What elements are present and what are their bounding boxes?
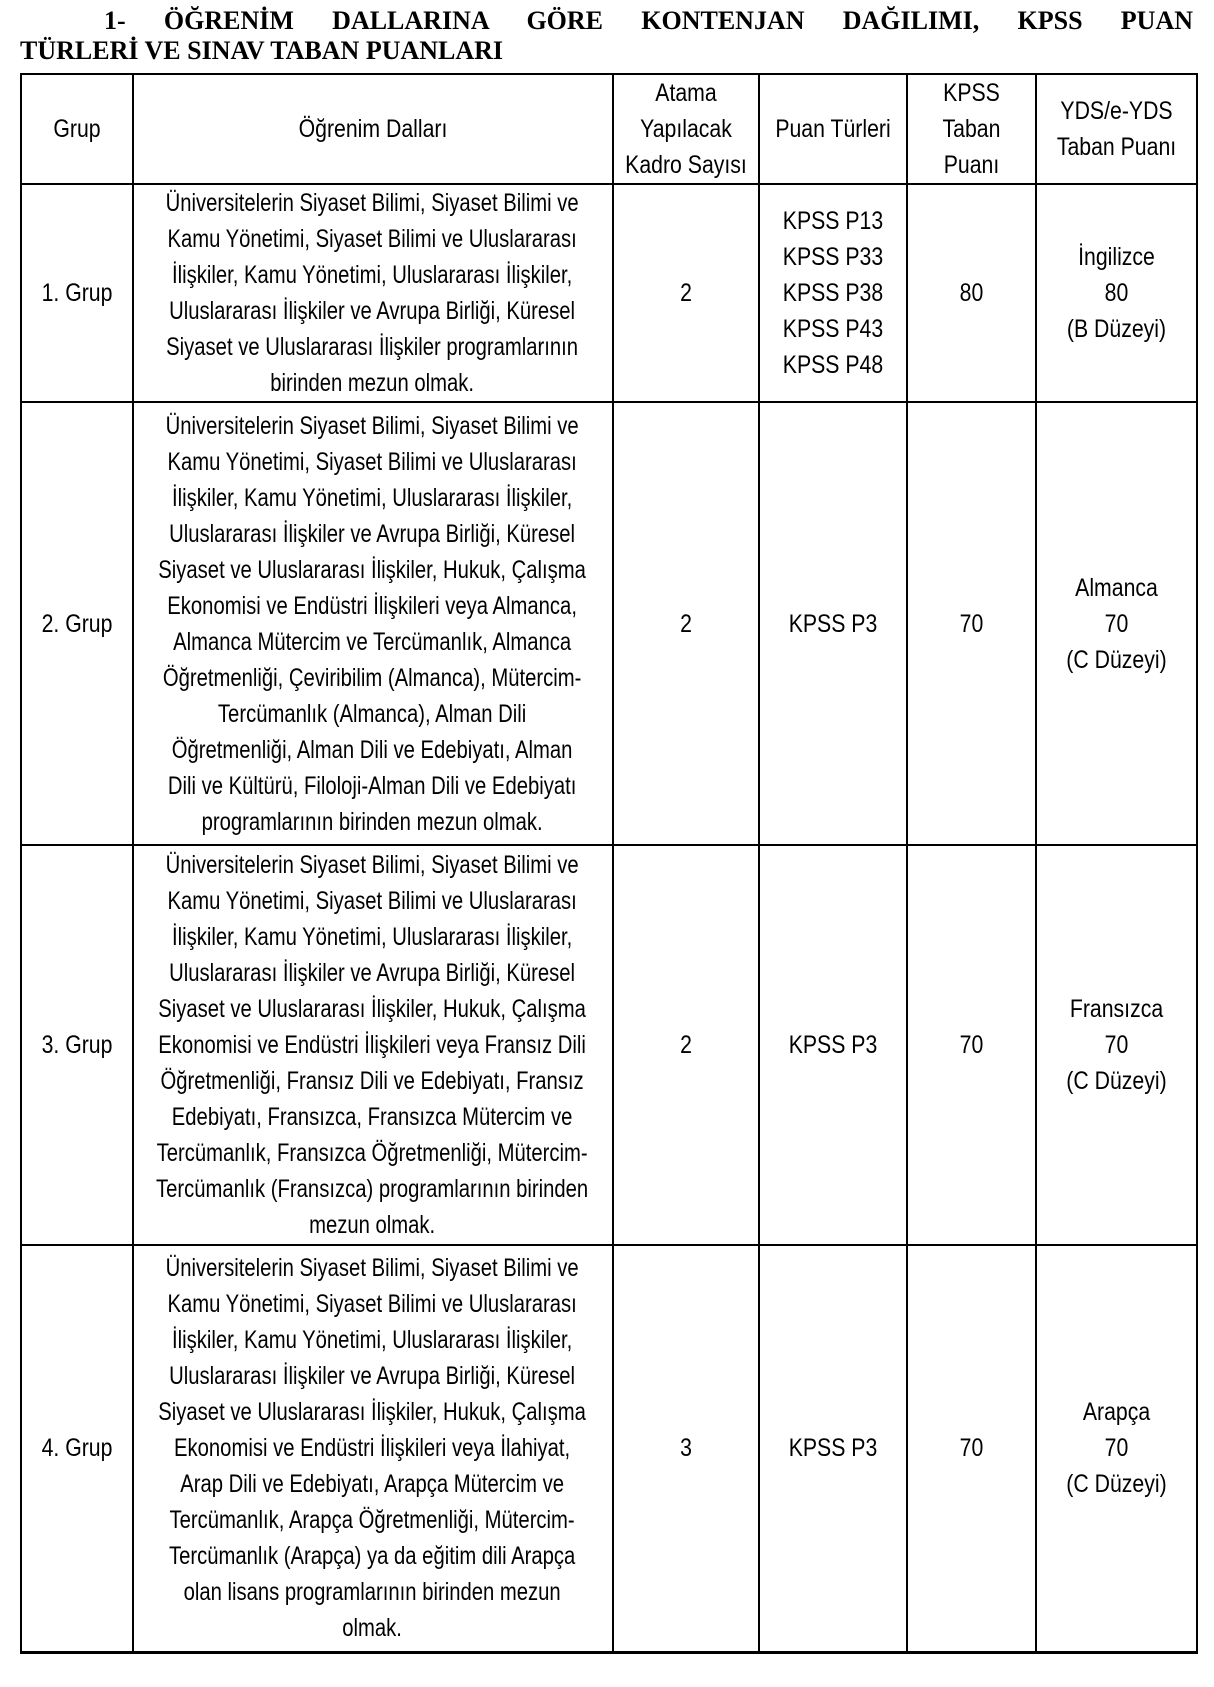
ogrenim-text-line: İlişkiler, Kamu Yönetimi, Uluslararası İlişkiler,	[171, 923, 573, 951]
title-line-1: 1- ÖĞRENİM DALLARINA GÖRE KONTENJAN DAĞILIMI, KPSS PUAN	[104, 6, 1193, 35]
ogrenim-text-line: İlişkiler, Kamu Yönetimi, Uluslararası İlişkiler,	[171, 483, 573, 512]
header-label-line: Taban	[942, 115, 1001, 143]
header-label-line: Kadro Sayısı	[625, 151, 747, 179]
ogrenim-text-line: Kamu Yönetimi, Siyaset Bilimi ve Uluslararası	[167, 887, 577, 915]
ogrenim-text-line: Ekonomisi ve Endüstri İlişkileri veya İlahiyat,	[174, 1434, 571, 1463]
kadro-sayisi-cell	[613, 1245, 759, 1652]
header-label-line: KPSS	[943, 79, 1000, 107]
yds-line: İngilizce	[1078, 243, 1155, 271]
ogrenim-cell	[133, 845, 613, 1245]
ogrenim-text-line: mezun olmak.	[309, 1211, 436, 1239]
ogrenim-text-line: Öğretmenliği, Fransız Dili ve Edebiyatı, Fransız	[160, 1067, 584, 1095]
yds-taban-cell	[1036, 1245, 1197, 1652]
kadro-sayisi-cell	[613, 184, 759, 402]
ogrenim-text-line: Tercümanlık, Fransızca Öğretmenliği, Mütercim-	[156, 1139, 588, 1167]
yds-line: (C Düzeyi)	[1066, 1067, 1167, 1095]
grup-cell	[21, 402, 133, 845]
header-cell-puan-turleri	[759, 74, 907, 184]
yds-line: Fransızca	[1069, 995, 1164, 1023]
ogrenim-text-line: olmak.	[342, 1614, 402, 1643]
ogrenim-text-line: Tercümanlık, Arapça Öğretmenliği, Mütercim-	[169, 1506, 575, 1535]
ogrenim-cell	[133, 1245, 613, 1652]
yds-line: 70	[1104, 1031, 1129, 1059]
puan-turu-line: KPSS P43	[782, 315, 884, 343]
ogrenim-text-line: Siyaset ve Uluslararası İlişkiler programlarının	[166, 333, 579, 361]
puan-turu-line: KPSS P13	[782, 207, 884, 235]
ogrenim-text-line: Tercümanlık (Almanca), Alman Dili	[217, 699, 527, 728]
kpss-taban-value: 70	[959, 1434, 984, 1463]
ogrenim-text-line: Almanca Mütercim ve Tercümanlık, Almanca	[173, 627, 572, 656]
header-label-line: Atama	[655, 79, 717, 107]
ogrenim-text-line: Uluslararası İlişkiler ve Avrupa Birliği, Küresel	[169, 1362, 576, 1391]
table-row-grup-2	[21, 402, 1197, 845]
ogrenim-text-line: Üniversitelerin Siyaset Bilimi, Siyaset Bilimi ve	[165, 851, 579, 879]
ogrenim-text-line: Siyaset ve Uluslararası İlişkiler, Hukuk, Çalışma	[158, 555, 586, 584]
yds-taban-cell	[1036, 402, 1197, 845]
puan-turu-line: KPSS P38	[782, 279, 884, 307]
header-cell-kadro-sayisi	[613, 74, 759, 184]
ogrenim-text-line: Edebiyatı, Fransızca, Fransızca Mütercim ve	[171, 1103, 573, 1131]
grup-cell	[21, 184, 133, 402]
yds-line: 80	[1104, 279, 1129, 307]
puan-turleri-cell	[759, 845, 907, 1245]
kpss-taban-cell	[907, 402, 1036, 845]
table-row-grup-4	[21, 1245, 1197, 1652]
ogrenim-text-line: Öğretmenliği, Çeviribilim (Almanca), Mütercim-	[162, 663, 582, 692]
ogrenim-text-line: Uluslararası İlişkiler ve Avrupa Birliği, Küresel	[169, 519, 576, 548]
document-title	[20, 6, 1193, 66]
ogrenim-text-line: Üniversitelerin Siyaset Bilimi, Siyaset Bilimi ve	[165, 411, 579, 440]
grup-label: 3. Grup	[41, 1031, 113, 1059]
ogrenim-text-line: Tercümanlık (Fransızca) programlarının birinden	[156, 1175, 589, 1203]
kontenjan-table	[20, 73, 1198, 1654]
ogrenim-cell	[133, 184, 613, 402]
table-row-grup-1	[21, 184, 1197, 402]
kpss-taban-cell	[907, 845, 1036, 1245]
yds-taban-cell	[1036, 845, 1197, 1245]
ogrenim-text-line: birinden mezun olmak.	[270, 369, 474, 397]
ogrenim-text-line: Uluslararası İlişkiler ve Avrupa Birliği, Küresel	[169, 959, 576, 987]
ogrenim-text-line: Ekonomisi ve Endüstri İlişkileri veya Fransız Dili	[158, 1031, 586, 1059]
yds-line: 70	[1104, 609, 1129, 638]
header-cell-grup	[21, 74, 133, 184]
kpss-taban-cell	[907, 184, 1036, 402]
kadro-sayisi-cell	[613, 402, 759, 845]
kadro-sayisi-value: 2	[680, 609, 692, 638]
grup-cell	[21, 1245, 133, 1652]
ogrenim-text-line: Öğretmenliği, Alman Dili ve Edebiyatı, Alman	[171, 735, 573, 764]
title-line-2: TÜRLERİ VE SINAV TABAN PUANLARI	[20, 36, 504, 65]
puan-turu-line: KPSS P3	[788, 1434, 878, 1463]
puan-turleri-cell	[759, 1245, 907, 1652]
ogrenim-text	[134, 408, 610, 840]
header-label-line: Taban Puanı	[1056, 133, 1177, 161]
ogrenim-text-line: Kamu Yönetimi, Siyaset Bilimi ve Uluslararası	[167, 1290, 577, 1319]
header-label-line: YDS/e-YDS	[1060, 97, 1173, 125]
ogrenim-text-line: İlişkiler, Kamu Yönetimi, Uluslararası İlişkiler,	[171, 1326, 573, 1355]
table-row-grup-3	[21, 845, 1197, 1245]
ogrenim-text	[134, 1250, 610, 1646]
ogrenim-cell	[133, 402, 613, 845]
yds-line: (C Düzeyi)	[1066, 645, 1167, 674]
grup-cell	[21, 845, 133, 1245]
grup-label: 4. Grup	[41, 1434, 113, 1463]
ogrenim-text-line: Kamu Yönetimi, Siyaset Bilimi ve Uluslararası	[167, 447, 577, 476]
header-label: Öğrenim Dalları	[298, 115, 448, 143]
puan-turu-line: KPSS P3	[788, 609, 878, 638]
ogrenim-text	[134, 185, 610, 401]
kadro-sayisi-value: 2	[680, 1031, 692, 1059]
ogrenim-text	[134, 847, 610, 1243]
grup-label: 1. Grup	[41, 279, 113, 307]
yds-line: (B Düzeyi)	[1066, 315, 1167, 343]
ogrenim-text-line: Tercümanlık (Arapça) ya da eğitim dili Arapça	[168, 1542, 576, 1571]
kpss-taban-value: 70	[959, 609, 984, 638]
ogrenim-text-line: Siyaset ve Uluslararası İlişkiler, Hukuk, Çalışma	[158, 1398, 586, 1427]
header-label: Puan Türleri	[775, 115, 891, 143]
yds-taban-cell	[1036, 184, 1197, 402]
kpss-taban-value: 80	[959, 279, 984, 307]
ogrenim-text-line: Siyaset ve Uluslararası İlişkiler, Hukuk, Çalışma	[158, 995, 586, 1023]
kadro-sayisi-cell	[613, 845, 759, 1245]
header-label: Grup	[53, 115, 101, 143]
kadro-sayisi-value: 2	[680, 279, 692, 307]
yds-line: Almanca	[1075, 573, 1158, 602]
puan-turleri-cell	[759, 184, 907, 402]
puan-turu-line: KPSS P33	[782, 243, 884, 271]
grup-label: 2. Grup	[41, 609, 113, 638]
ogrenim-text-line: Kamu Yönetimi, Siyaset Bilimi ve Uluslararası	[167, 225, 577, 253]
header-cell-kpss-taban	[907, 74, 1036, 184]
ogrenim-text-line: olan lisans programlarının birinden mezun	[183, 1578, 561, 1607]
yds-line: 70	[1104, 1434, 1129, 1463]
table-header-row	[21, 74, 1197, 184]
yds-line: (C Düzeyi)	[1066, 1470, 1167, 1499]
ogrenim-text-line: Ekonomisi ve Endüstri İlişkileri veya Almanca,	[167, 591, 577, 620]
ogrenim-text-line: Dili ve Kültürü, Filoloji-Alman Dili ve Edebiyatı	[167, 771, 577, 800]
ogrenim-text-line: Uluslararası İlişkiler ve Avrupa Birliği, Küresel	[169, 297, 576, 325]
kpss-taban-cell	[907, 1245, 1036, 1652]
header-label-line: Puanı	[943, 151, 1000, 179]
kadro-sayisi-value: 3	[680, 1434, 692, 1463]
header-cell-yds-taban	[1036, 74, 1197, 184]
puan-turu-line: KPSS P48	[782, 351, 884, 379]
ogrenim-text-line: programlarının birinden mezun olmak.	[201, 807, 543, 836]
ogrenim-text-line: İlişkiler, Kamu Yönetimi, Uluslararası İlişkiler,	[171, 261, 573, 289]
header-label-line: Yapılacak	[640, 115, 732, 143]
ogrenim-text-line: Arap Dili ve Edebiyatı, Arapça Mütercim ve	[180, 1470, 565, 1499]
ogrenim-text-line: Üniversitelerin Siyaset Bilimi, Siyaset Bilimi ve	[165, 1254, 579, 1283]
header-cell-ogrenim-dallari	[133, 74, 613, 184]
ogrenim-text-line: Üniversitelerin Siyaset Bilimi, Siyaset Bilimi ve	[165, 189, 579, 217]
yds-line: Arapça	[1082, 1398, 1151, 1427]
kpss-taban-value: 70	[959, 1031, 984, 1059]
puan-turleri-cell	[759, 402, 907, 845]
document-page	[0, 6, 1214, 1687]
puan-turu-line: KPSS P3	[788, 1031, 878, 1059]
